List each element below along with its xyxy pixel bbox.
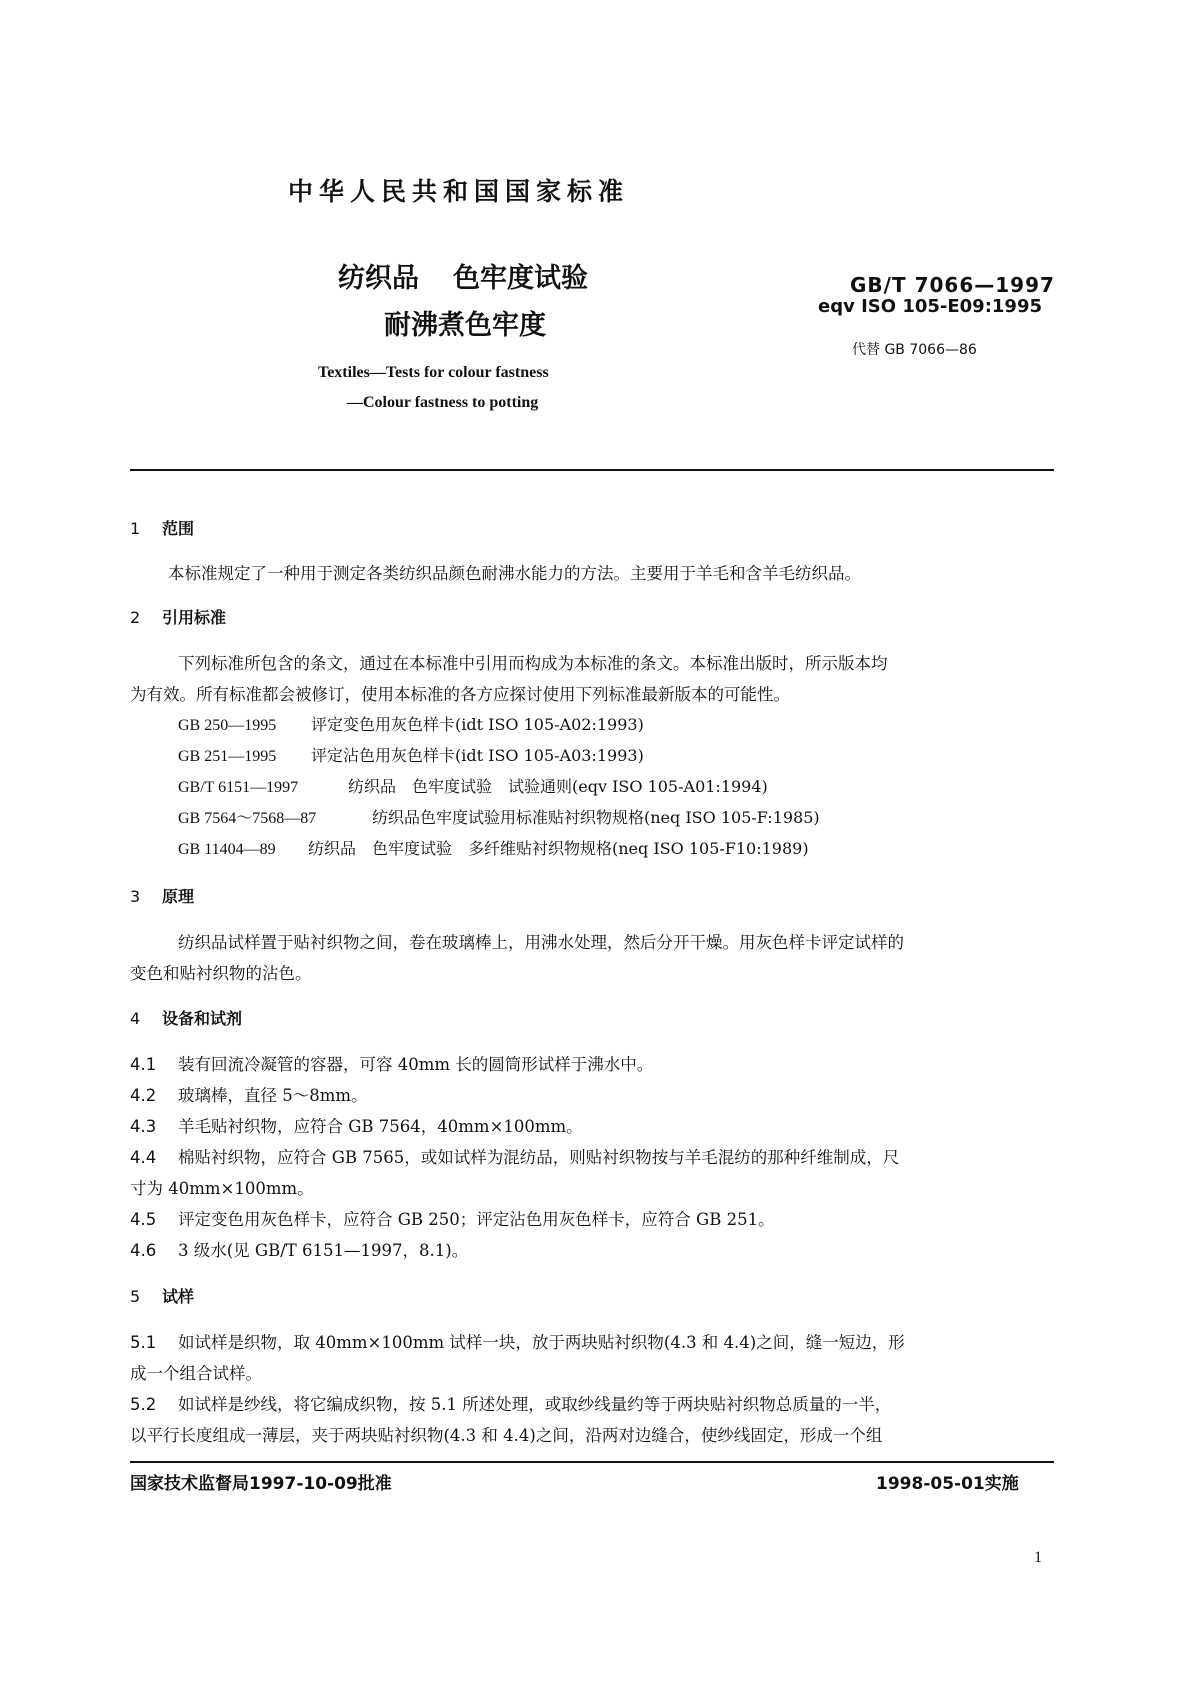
reference-item: [178, 743, 644, 766]
reference-item: [178, 836, 809, 859]
section-3-heading: [130, 884, 194, 907]
section-title: 范围: [162, 519, 195, 538]
section-title: 设备和试剂: [162, 1009, 243, 1028]
clause-text: 如试样是织物，取 40mm×100mm 试样一块，放于两块贴衬织物(4.3 和 4.4)之间，缝一短边，形: [178, 1333, 905, 1352]
reference-title: 评定变色用灰色样卡(idt ISO 105-A02:1993): [311, 715, 644, 734]
clause-number: 5.1: [130, 1333, 157, 1352]
clause-4-1: [130, 1051, 653, 1075]
reference-code: GB/T 6151—1997: [178, 779, 299, 796]
footer-divider: [130, 1461, 1054, 1463]
reference-item: [178, 712, 644, 735]
equivalent-standard: eqv ISO 105-E09:1995: [818, 296, 1043, 317]
section-1-text: 本标准规定了一种用于测定各类纺织品颜色耐沸水能力的方法。主要用于羊毛和含羊毛纺织品。: [168, 564, 861, 583]
clause-5-1-continuation: 成一个组合试样。: [130, 1364, 262, 1383]
reference-title: 评定沾色用灰色样卡(idt ISO 105-A03:1993): [311, 746, 644, 765]
section-number: 5: [130, 1287, 141, 1306]
section-4-heading: [130, 1006, 242, 1029]
standard-code: GB/T 7066—1997: [850, 273, 1055, 297]
implementation-date: 1998-05-01实施: [876, 1474, 1019, 1494]
section-1-heading: [130, 516, 194, 539]
clause-number: 4.4: [130, 1148, 157, 1167]
reference-code: GB 251—1995: [178, 748, 277, 765]
title-cn-line2: 耐沸煮色牢度: [384, 310, 546, 341]
clause-number: 4.3: [130, 1117, 157, 1136]
clause-number: 4.5: [130, 1210, 157, 1229]
clause-4-6: [130, 1237, 468, 1261]
clause-number: 4.1: [130, 1055, 157, 1074]
reference-code: GB 11404—89: [178, 841, 276, 858]
clause-number: 5.2: [130, 1395, 157, 1414]
clause-text: 羊毛贴衬织物，应符合 GB 7564，40mm×100mm。: [178, 1117, 583, 1136]
clause-5-2-continuation: 以平行长度组成一薄层，夹于两块贴衬织物(4.3 和 4.4)之间，沿两对边缝合，使纱线固定，形成一个组: [130, 1426, 883, 1445]
clause-4-4-continuation: 寸为 40mm×100mm。: [130, 1179, 314, 1198]
clause-4-5: [130, 1206, 775, 1230]
section-title: 原理: [162, 887, 195, 906]
national-standard-heading: 中华人民共和国国家标准: [288, 177, 630, 206]
clause-4-3: [130, 1113, 583, 1137]
section-number: 4: [130, 1009, 141, 1028]
reference-code: GB 250—1995: [178, 717, 277, 734]
header-divider: [130, 469, 1054, 471]
clause-text: 玻璃棒，直径 5～8mm。: [178, 1086, 368, 1105]
reference-item: [178, 805, 820, 828]
section-2-heading: [130, 605, 226, 628]
reference-item: [178, 774, 768, 797]
clause-number: 4.2: [130, 1086, 157, 1105]
section-number: 1: [130, 519, 141, 538]
approval-line: 国家技术监督局1997-10-09批准: [130, 1474, 392, 1494]
reference-code: GB 7564～7568—87: [178, 810, 317, 827]
clause-text: 装有回流冷凝管的容器，可容 40mm 长的圆筒形试样于沸水中。: [178, 1055, 654, 1074]
clause-5-1: [130, 1329, 905, 1353]
section-title: 试样: [162, 1287, 195, 1306]
section-2-text-line1: 下列标准所包含的条文，通过在本标准中引用而构成为本标准的条文。本标准出版时，所示版本均: [178, 654, 888, 673]
section-2-text-line2: 为有效。所有标准都会被修订，使用本标准的各方应探讨使用下列标准最新版本的可能性。: [130, 685, 790, 704]
clause-number: 4.6: [130, 1241, 157, 1260]
clause-text: 3 级水(见 GB/T 6151—1997，8.1)。: [178, 1241, 469, 1260]
replaces-standard: 代替 GB 7066—86: [852, 342, 977, 358]
title-cn-part1: 纺织品: [338, 263, 419, 294]
section-number: 2: [130, 608, 141, 627]
page-number: 1: [1034, 1549, 1042, 1566]
reference-title: 纺织品 色牢度试验 多纤维贴衬织物规格(neq ISO 105-F10:1989): [308, 839, 809, 858]
title-cn-part2: 色牢度试验: [453, 263, 588, 294]
clause-text: 评定变色用灰色样卡，应符合 GB 250；评定沾色用灰色样卡，应符合 GB 251。: [178, 1210, 775, 1229]
clause-4-4: [130, 1144, 899, 1168]
clause-4-2: [130, 1082, 368, 1106]
section-number: 3: [130, 887, 141, 906]
clause-text: 棉贴衬织物，应符合 GB 7565，或如试样为混纺品，则贴衬织物按与羊毛混纺的那种纤维制成，尺: [178, 1148, 900, 1167]
section-3-text-line1: 纺织品试样置于贴衬织物之间，卷在玻璃棒上，用沸水处理，然后分开干燥。用灰色样卡评定试样的: [178, 933, 904, 952]
title-en-line2: —Colour fastness to potting: [347, 394, 539, 411]
reference-title: 纺织品 色牢度试验 试验通则(eqv ISO 105-A01:1994): [348, 777, 768, 796]
clause-text: 如试样是纱线，将它编成织物，按 5.1 所述处理，或取纱线量约等于两块贴衬织物总质量的一半，: [178, 1395, 892, 1414]
clause-5-2: [130, 1391, 891, 1415]
section-5-heading: [130, 1284, 194, 1307]
section-3-text-line2: 变色和贴衬织物的沾色。: [130, 964, 312, 983]
section-title: 引用标准: [162, 608, 227, 627]
reference-title: 纺织品色牢度试验用标准贴衬织物规格(neq ISO 105-F:1985): [372, 808, 820, 827]
title-cn-line1: [338, 256, 588, 295]
title-en-line1: Textiles—Tests for colour fastness: [318, 364, 549, 381]
